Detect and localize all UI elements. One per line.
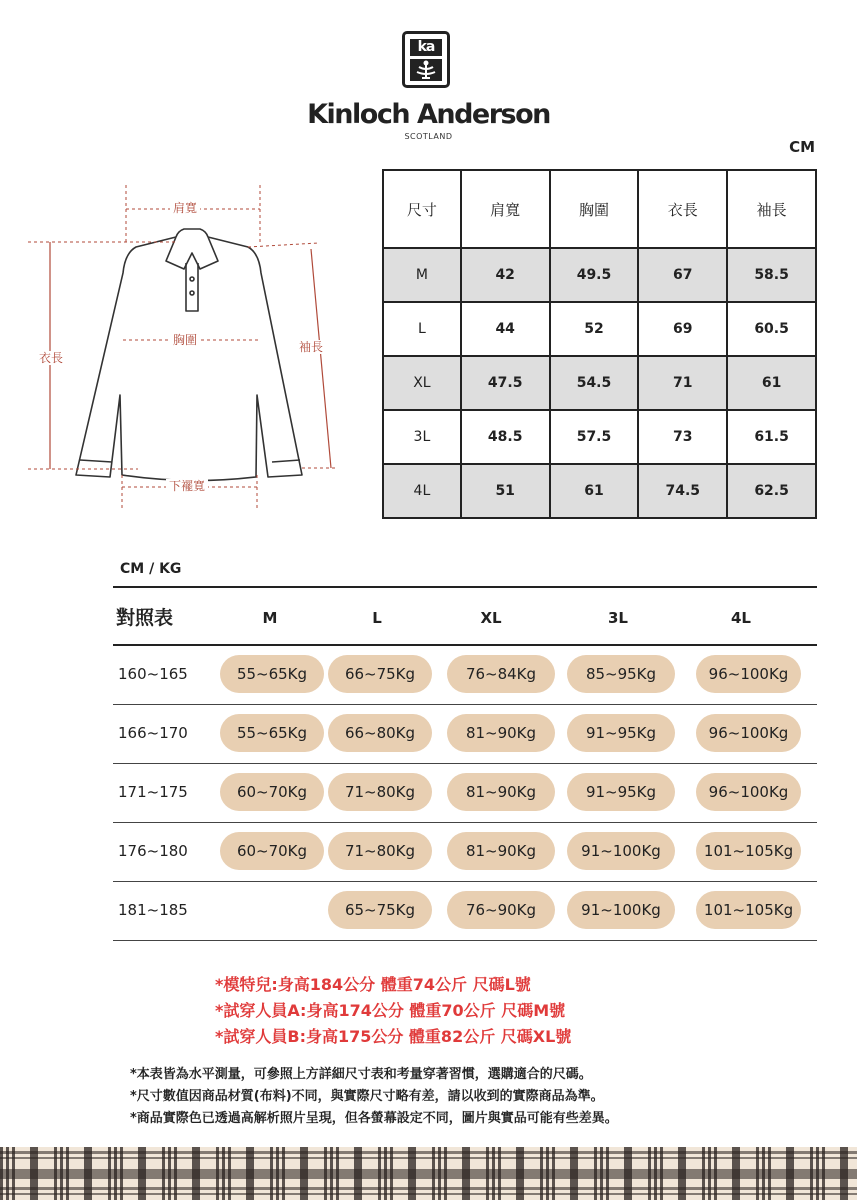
header-cell: 胸圍 (550, 170, 639, 248)
label-chest: 胸圍 (170, 333, 200, 347)
height-range: 176~180 (118, 842, 188, 860)
weight-range-pill: 60~70Kg (220, 832, 324, 870)
weight-range-pill: 76~90Kg (447, 891, 555, 929)
height-range: 166~170 (118, 724, 188, 742)
logo-mark: ka (410, 39, 442, 56)
header-cell: 肩寬 (461, 170, 550, 248)
weight-range-pill: 71~80Kg (328, 832, 432, 870)
value-cell: 60.5 (727, 302, 816, 356)
thistle-icon (410, 59, 442, 81)
note-line: *商品實際色已透過高解析照片呈現，但各螢幕設定不同，圖片與實品可能有些差異。 (130, 1111, 618, 1126)
label-length: 衣長 (36, 351, 66, 365)
weight-range-pill: 81~90Kg (447, 773, 555, 811)
divider (113, 822, 817, 823)
garment-diagram (28, 185, 358, 520)
height-range: 160~165 (118, 665, 188, 683)
table-row (383, 248, 816, 302)
value-cell: 71 (638, 356, 727, 410)
value-cell: 42 (461, 248, 550, 302)
model-note: *試穿人員B:身高175公分 體重82公斤 尺碼XL號 (215, 1027, 572, 1046)
value-cell: 61 (550, 464, 639, 518)
table-row (383, 410, 816, 464)
size-cell: L (383, 302, 461, 356)
weight-range-pill: 55~65Kg (220, 714, 324, 752)
divider (113, 940, 817, 941)
value-cell: 69 (638, 302, 727, 356)
value-cell: 48.5 (461, 410, 550, 464)
weight-range-pill: 55~65Kg (220, 655, 324, 693)
column-header: M (262, 609, 278, 627)
weight-range-pill: 96~100Kg (696, 714, 801, 752)
divider (113, 763, 817, 764)
reference-unit: CM / KG (120, 561, 182, 577)
value-cell: 67 (638, 248, 727, 302)
value-cell: 47.5 (461, 356, 550, 410)
value-cell: 74.5 (638, 464, 727, 518)
weight-range-pill: 96~100Kg (696, 655, 801, 693)
label-hem: 下襬寬 (166, 479, 208, 493)
size-cell: M (383, 248, 461, 302)
size-table-header (383, 170, 816, 248)
value-cell: 44 (461, 302, 550, 356)
header-cell: 袖長 (727, 170, 816, 248)
value-cell: 54.5 (550, 356, 639, 410)
header-cell: 衣長 (638, 170, 727, 248)
value-cell: 62.5 (727, 464, 816, 518)
brand-name: Kinloch Anderson (307, 99, 550, 130)
model-note: *試穿人員A:身高174公分 體重70公斤 尺碼M號 (215, 1001, 566, 1020)
divider (113, 586, 817, 588)
header-cell: 尺寸 (383, 170, 461, 248)
label-sleeve: 袖長 (296, 340, 326, 354)
weight-range-pill: 81~90Kg (447, 714, 555, 752)
weight-range-pill: 76~84Kg (447, 655, 555, 693)
divider (113, 881, 817, 882)
weight-range-pill: 66~80Kg (328, 714, 432, 752)
weight-range-pill: 85~95Kg (567, 655, 675, 693)
value-cell: 73 (638, 410, 727, 464)
weight-range-pill: 96~100Kg (696, 773, 801, 811)
value-cell: 57.5 (550, 410, 639, 464)
table-row (383, 464, 816, 518)
value-cell: 58.5 (727, 248, 816, 302)
weight-range-pill: 65~75Kg (328, 891, 432, 929)
value-cell: 52 (550, 302, 639, 356)
note-line: *本表皆為水平測量，可參照上方詳細尺寸表和考量穿著習慣，選購適合的尺碼。 (130, 1067, 592, 1082)
column-header: XL (480, 609, 502, 627)
note-line: *尺寸數值因商品材質(布料)不同，與實際尺寸略有差，請以收到的實際商品為準。 (130, 1089, 604, 1104)
disclaimer-notes (130, 1064, 618, 1130)
column-header: L (372, 609, 382, 627)
weight-range-pill: 71~80Kg (328, 773, 432, 811)
reference-title: 對照表 (116, 607, 174, 629)
brand-subtitle: SCOTLAND (404, 132, 453, 141)
weight-range-pill: 101~105Kg (696, 891, 801, 929)
divider (113, 644, 817, 646)
model-notes (215, 972, 571, 1050)
plaid-pattern-footer (0, 1147, 857, 1200)
label-shoulder: 肩寬 (170, 201, 200, 215)
weight-range-pill: 66~75Kg (328, 655, 432, 693)
divider (113, 704, 817, 705)
size-table-unit: CM (789, 138, 815, 156)
size-cell: 3L (383, 410, 461, 464)
weight-range-pill: 81~90Kg (447, 832, 555, 870)
model-note: *模特兒:身高184公分 體重74公斤 尺碼L號 (215, 975, 531, 994)
size-cell: XL (383, 356, 461, 410)
value-cell: 49.5 (550, 248, 639, 302)
weight-range-pill: 91~100Kg (567, 832, 675, 870)
column-header: 4L (731, 609, 751, 627)
value-cell: 61 (727, 356, 816, 410)
brand-logo (402, 31, 450, 88)
column-header: 3L (608, 609, 628, 627)
size-cell: 4L (383, 464, 461, 518)
weight-range-pill: 91~100Kg (567, 891, 675, 929)
value-cell: 61.5 (727, 410, 816, 464)
weight-range-pill: 91~95Kg (567, 714, 675, 752)
table-row (383, 356, 816, 410)
size-table (382, 169, 817, 519)
height-range: 171~175 (118, 783, 188, 801)
height-range: 181~185 (118, 901, 188, 919)
weight-range-pill: 60~70Kg (220, 773, 324, 811)
table-row (383, 302, 816, 356)
value-cell: 51 (461, 464, 550, 518)
weight-range-pill: 91~95Kg (567, 773, 675, 811)
weight-range-pill: 101~105Kg (696, 832, 801, 870)
